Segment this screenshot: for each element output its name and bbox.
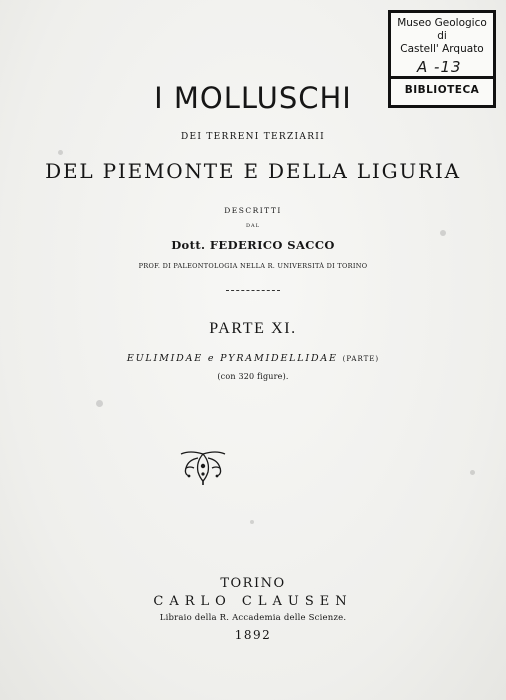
family-eulimidae: EULIMIDAE: [126, 353, 203, 364]
dashed-divider: [226, 290, 280, 291]
subtitle-small: DEI TERRENI TERZIARII: [180, 132, 326, 142]
stamp-place-line: Castell' Arquato: [400, 43, 484, 55]
city-name: TORINO: [220, 576, 286, 591]
publisher-name: CARLO CLAUSEN: [153, 594, 353, 609]
family-note: (PARTE): [342, 355, 380, 363]
family-pyramidellidae: PYRAMIDELLIDAE: [220, 353, 338, 364]
dal-label: DAL: [246, 223, 260, 229]
publication-year: 1892: [234, 628, 272, 642]
families-line: [0, 353, 506, 364]
stamp-shelf-number: A -13: [417, 58, 462, 76]
publisher-note: Libraio della R. Accademia delle Scienze.: [159, 613, 347, 623]
stamp-upper-box: [391, 13, 493, 79]
paper-speck: [470, 470, 475, 475]
part-number: PARTE XI.: [209, 320, 297, 337]
author-affiliation: PROF. DI PALEONTOLOGIA NELLA R. UNIVERSITÀ DI TORINO: [138, 262, 368, 270]
paper-speck: [96, 400, 103, 407]
conjunction: e: [207, 353, 216, 364]
paper-speck: [440, 230, 446, 236]
printer-ornament-icon: [178, 448, 228, 486]
paper-speck: [250, 520, 254, 524]
stamp-library-label: BIBLIOTECA: [404, 84, 480, 96]
subtitle-large: DEL PIEMONTE E DELLA LIGURIA: [45, 159, 461, 183]
stamp-di-line: di: [437, 30, 447, 42]
book-title: I MOLLUSCHI: [154, 81, 352, 115]
stamp-museum-line: Museo Geologico: [397, 17, 487, 29]
author-name: Dott. FEDERICO SACCO: [171, 238, 335, 252]
descritti-label: DESCRITTI: [224, 206, 282, 215]
figures-count: (con 320 figure).: [217, 372, 289, 381]
paper-speck: [58, 150, 63, 155]
